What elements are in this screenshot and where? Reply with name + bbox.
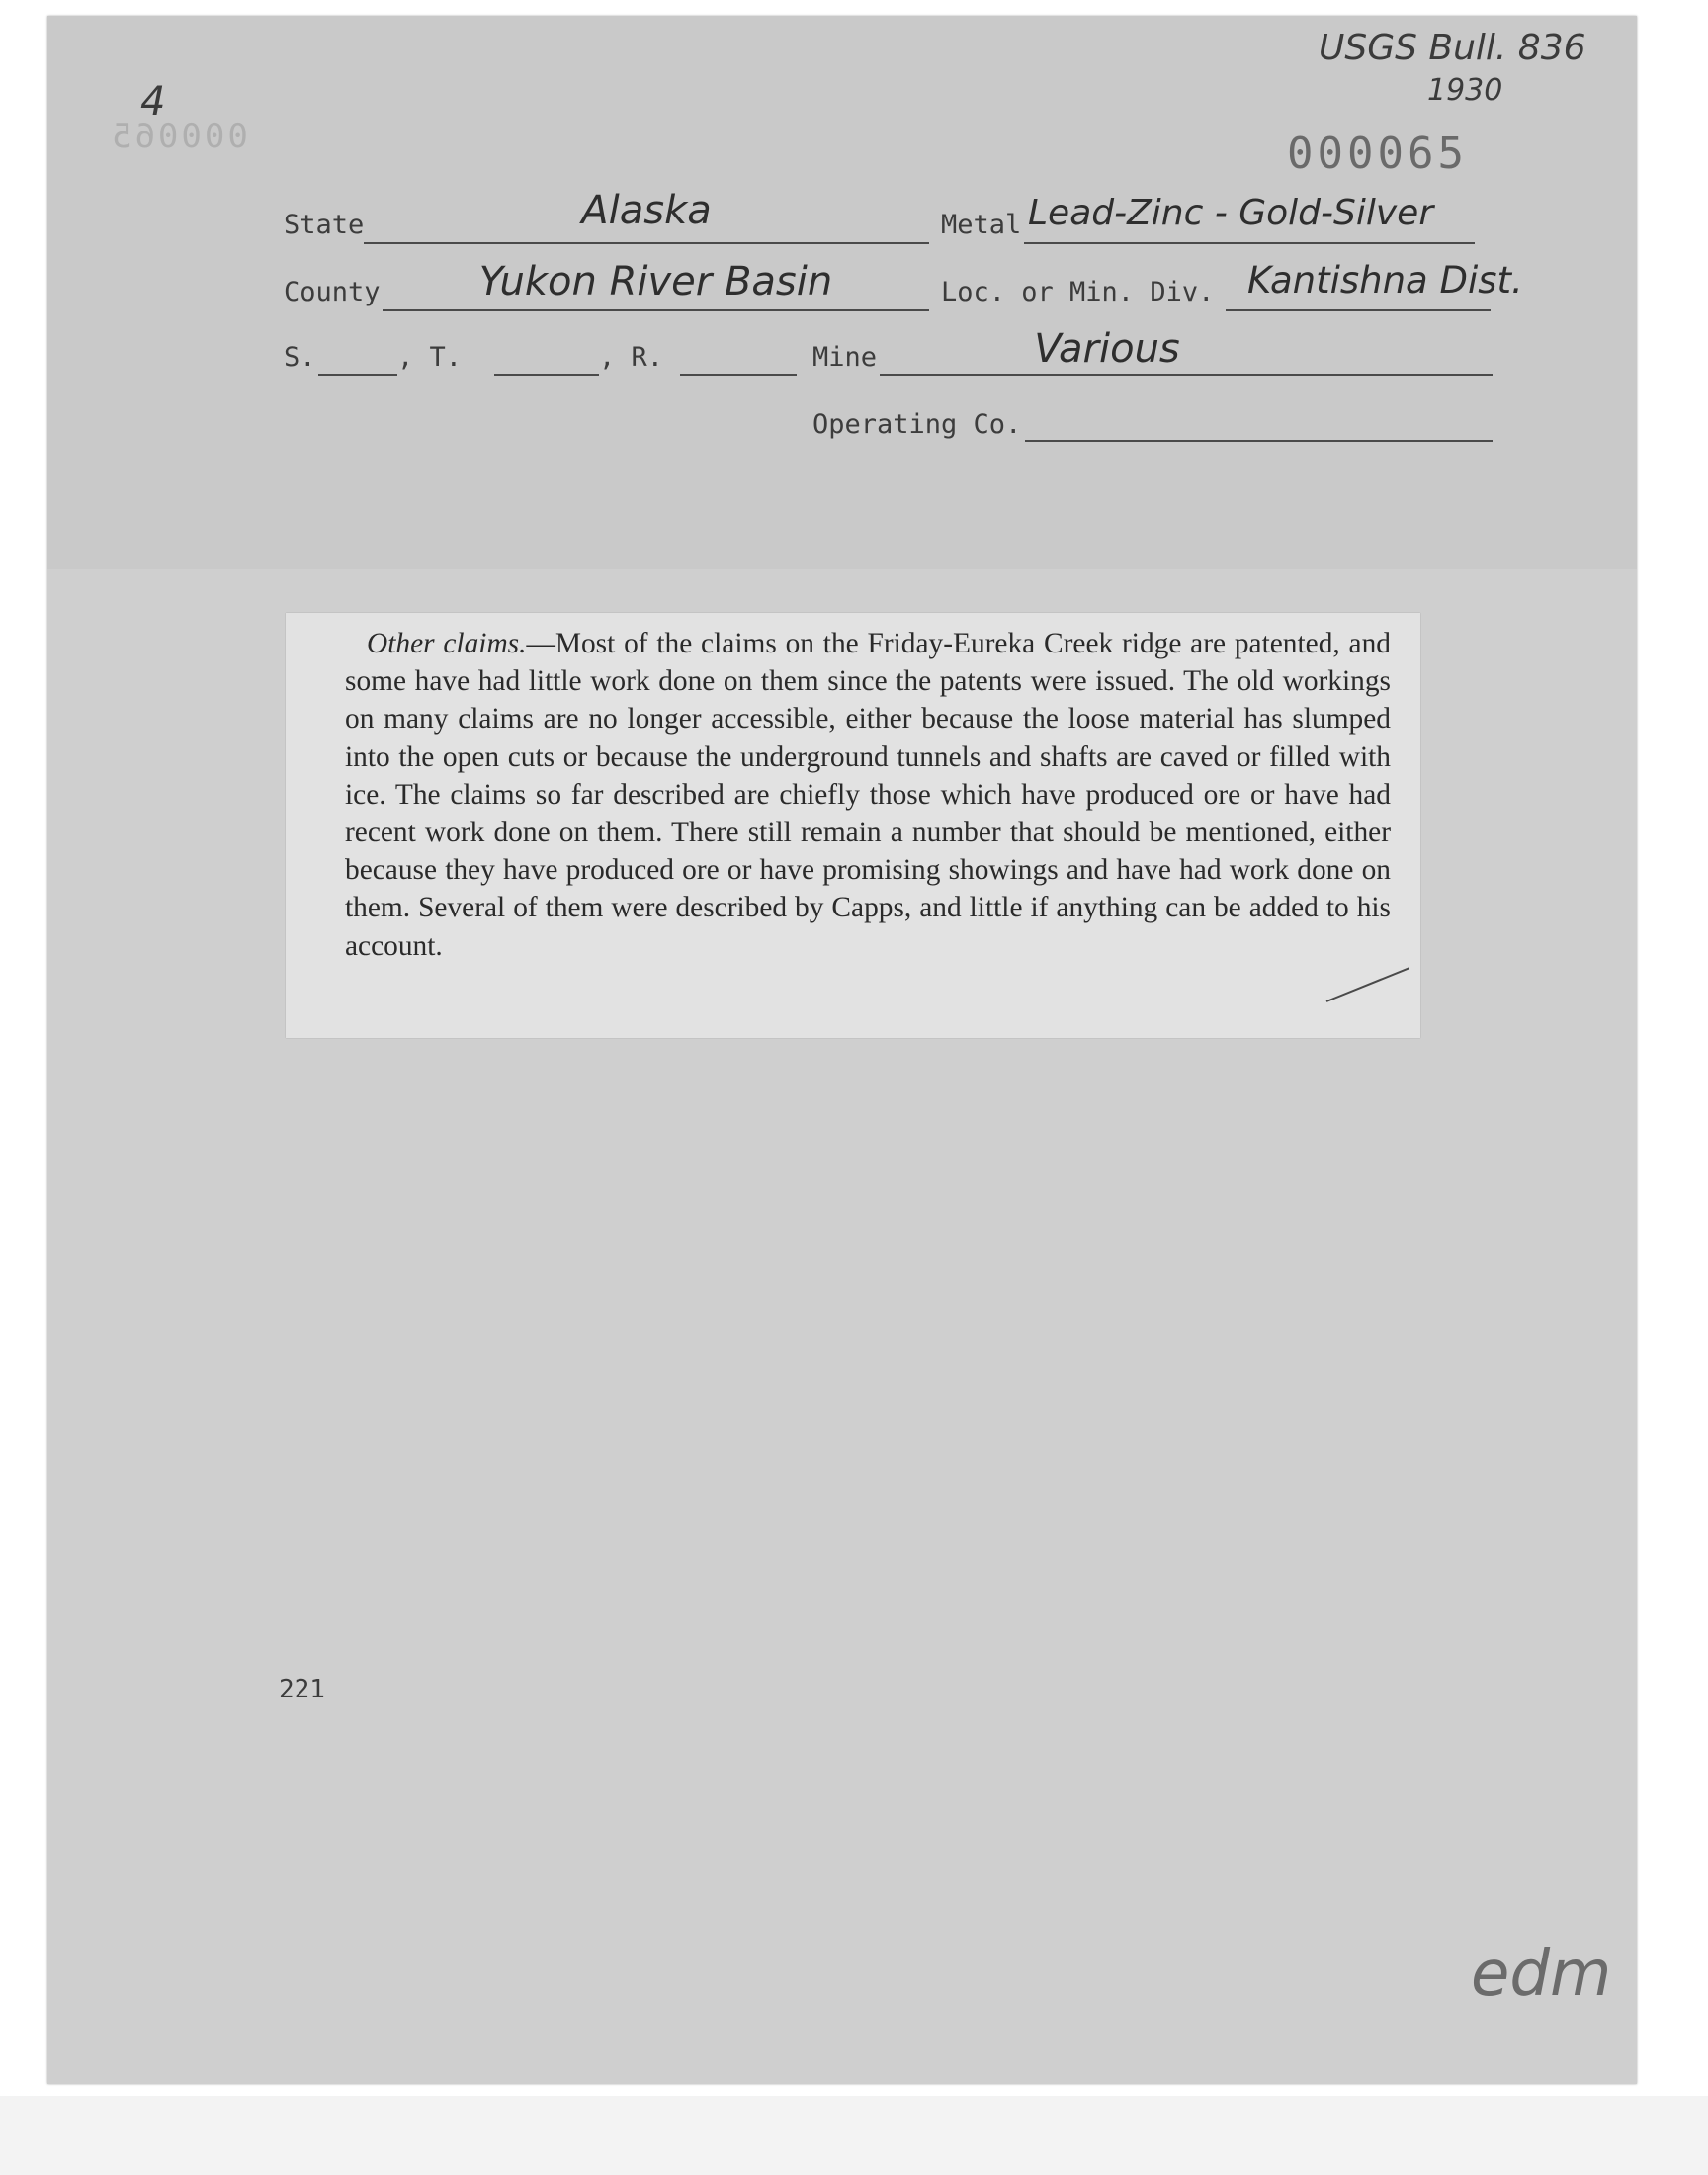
corner-mark: 4 [140, 79, 166, 125]
r-label: , R. [599, 342, 664, 373]
loc-value: Kantishna Dist. [1247, 259, 1523, 302]
state-value: Alaska [581, 188, 712, 233]
clipping-lead: Other claims. [367, 628, 527, 659]
clipping-body: —Most of the claims on the Friday-Eureka Creek ridge are patented, and some have had little work done on them since the patents were issued. The old workings on many claims are no longer accessible, either because the loose material has slumped into the open cuts or because the underground tunnels and shafts are caved or filled with ice. The claims so far described are chiefly those which have produced ore or have had recent work done on them. There still remain a number that should be mentioned, either because they have produced ore or have promising showings and have had work done on them. Several of them were described by Capps, and little if anything can be added to his account. [345, 628, 1391, 962]
page-number: 221 [279, 1675, 325, 1704]
state-line [364, 242, 929, 244]
operating-label: Operating Co. [812, 409, 1022, 440]
s-line [318, 374, 397, 376]
metal-line [1024, 242, 1475, 244]
text-clipping [286, 613, 1420, 1038]
metal-value: Lead-Zinc - Gold-Silver [1028, 193, 1434, 233]
loc-line [1226, 309, 1491, 311]
mine-value: Various [1034, 326, 1180, 372]
mine-label: Mine [812, 342, 878, 373]
source-note-line1: USGS Bull. 836 [1319, 28, 1586, 68]
state-label: State [284, 210, 365, 240]
county-label: County [284, 277, 381, 307]
initials: edm [1471, 1938, 1612, 2011]
t-label: , T. [397, 342, 463, 373]
s-label: S. [284, 342, 316, 373]
t-line [494, 374, 599, 376]
operating-line [1025, 440, 1493, 442]
loc-label: Loc. or Min. Div. [941, 277, 1215, 307]
county-line [383, 309, 929, 311]
serial-number: 000065 [1287, 129, 1468, 179]
index-card [47, 16, 1637, 2084]
clipping-paragraph [345, 625, 1391, 965]
bleed-through-number: 000065 [109, 117, 248, 156]
county-value: Yukon River Basin [478, 259, 833, 304]
source-note-line2: 1930 [1427, 73, 1503, 108]
mine-line [880, 374, 1493, 376]
metal-label: Metal [941, 210, 1022, 240]
r-line [680, 374, 797, 376]
bottom-strip [0, 2096, 1708, 2175]
